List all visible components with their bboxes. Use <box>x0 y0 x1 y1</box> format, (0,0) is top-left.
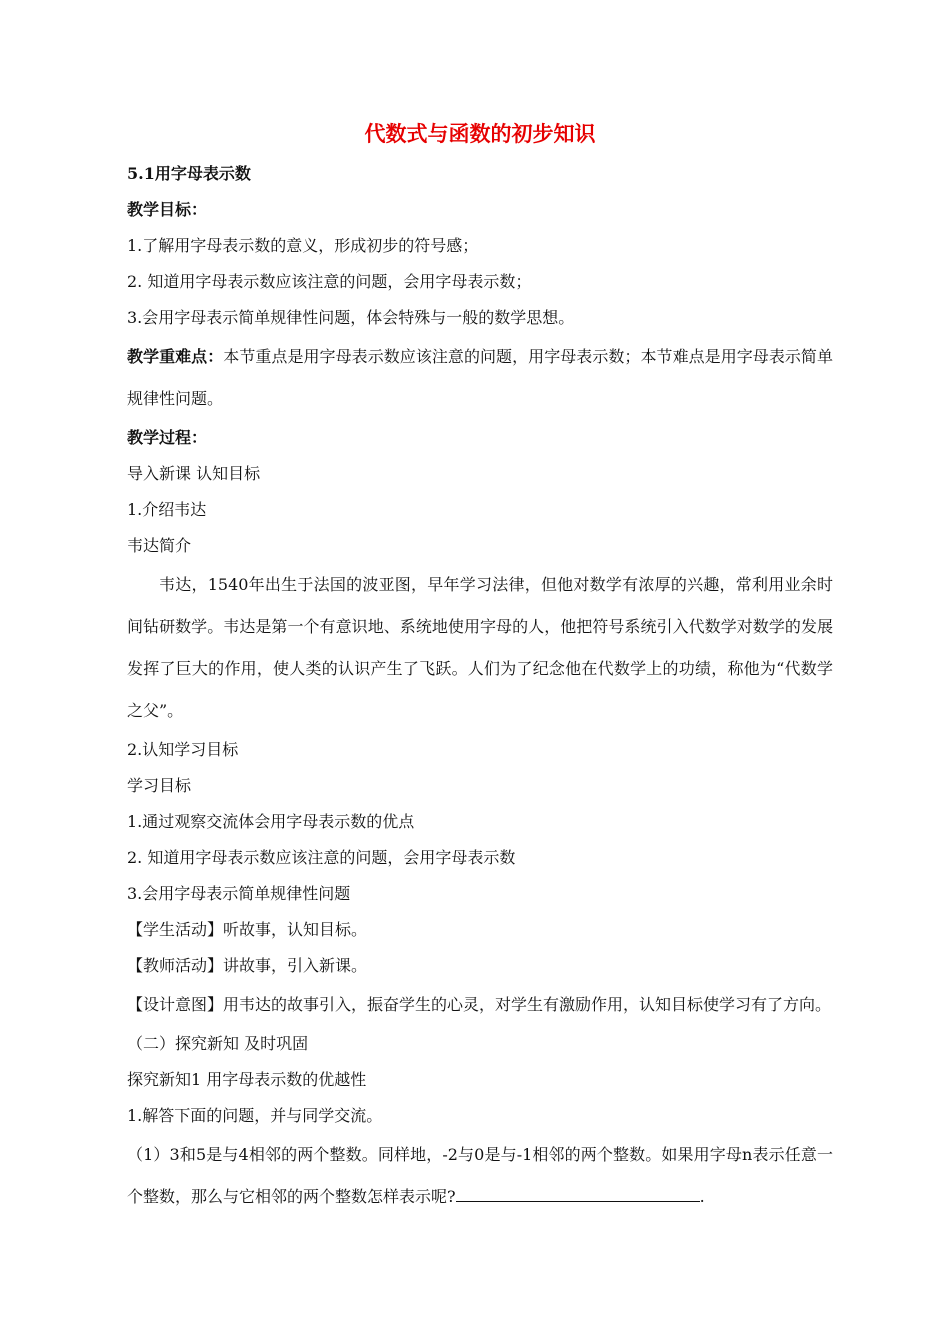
document-page <box>127 118 833 1218</box>
question-paragraph <box>127 1134 833 1218</box>
document-title: 代数式与函数的初步知识 <box>364 121 596 146</box>
teacher-activity: 【教师活动】讲故事，引入新课。 <box>127 956 368 975</box>
question-text: （1）3和5是与4相邻的两个整数。同样地，-2与0是与-1相邻的两个整数。如果用字母n表示任意一个整数，那么与它相邻的两个整数怎样表示呢? <box>127 1145 833 1206</box>
key-points-text: 本节重点是用字母表示数应该注意的问题，用字母表示数；本节难点是用字母表示简单规律性问题。 <box>127 347 833 408</box>
task-instruction: 1.解答下面的问题，并与同学交流。 <box>127 1106 383 1125</box>
vieta-heading: 韦达简介 <box>127 536 192 555</box>
answer-blank[interactable] <box>456 1187 700 1202</box>
question-end: . <box>699 1187 705 1206</box>
learning-goal-item: 1.通过观察交流体会用字母表示数的优点 <box>127 812 415 831</box>
key-points-label: 教学重难点： <box>127 347 224 366</box>
goal-item: 2. 知道用字母表示数应该注意的问题，会用字母表示数； <box>127 272 532 291</box>
learning-goals-heading: 学习目标 <box>127 776 192 795</box>
student-activity: 【学生活动】听故事，认知目标。 <box>127 920 368 939</box>
step-heading: 1.介绍韦达 <box>127 500 207 519</box>
section-heading: 5.1用字母表示数 <box>127 164 251 183</box>
intro-heading: 导入新课 认知目标 <box>127 464 261 483</box>
key-points-paragraph <box>127 336 833 420</box>
process-heading: 教学过程： <box>127 428 208 447</box>
design-intent: 【设计意图】用韦达的故事引入，振奋学生的心灵，对学生有激励作用，认知目标使学习有了方向。 <box>127 995 832 1014</box>
explore-subheading: 探究新知1 用字母表示数的优越性 <box>127 1070 367 1089</box>
goal-item: 1.了解用字母表示数的意义，形成初步的符号感； <box>127 236 479 255</box>
explore-heading: （二）探究新知 及时巩固 <box>127 1034 309 1053</box>
learning-goal-item: 3.会用字母表示简单规律性问题 <box>127 884 351 903</box>
goals-heading: 教学目标： <box>127 200 208 219</box>
learning-goal-item: 2. 知道用字母表示数应该注意的问题，会用字母表示数 <box>127 848 516 867</box>
goal-item: 3.会用字母表示简单规律性问题，体会特殊与一般的数学思想。 <box>127 308 575 327</box>
step-heading: 2.认知学习目标 <box>127 740 239 759</box>
vieta-paragraph: 韦达，1540年出生于法国的波亚图，早年学习法律，但他对数学有浓厚的兴趣，常利用业余时间钻研数学。韦达是第一个有意识地、系统地使用字母的人，他把符号系统引入代数学对数学的发展发挥了巨大的作用，使人类的认识产生了飞跃。人们为了纪念他在代数学上的功绩，称他为“代数学之父”。 <box>127 575 833 720</box>
